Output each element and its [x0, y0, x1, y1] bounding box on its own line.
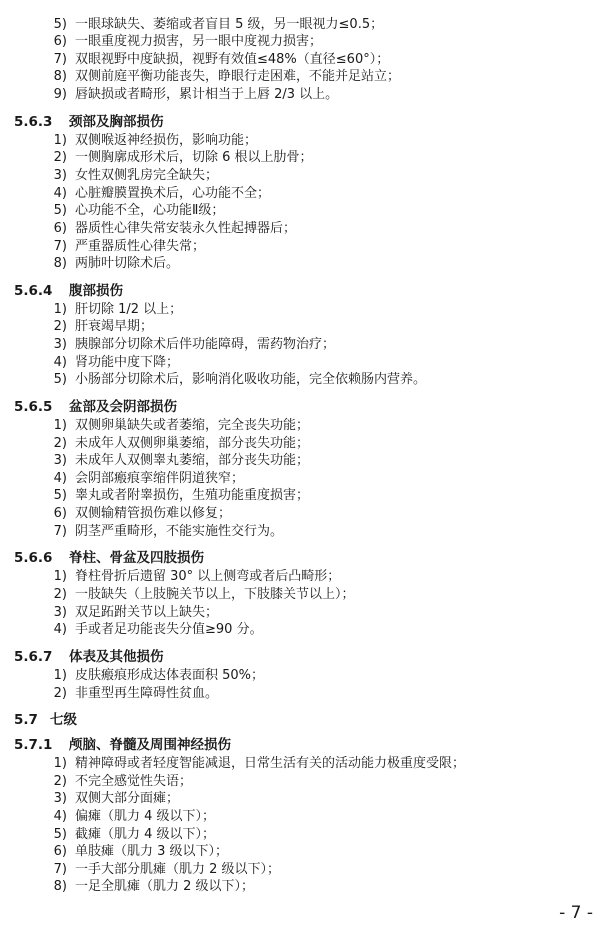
list-item-text: 一眼重度视力损害，另一眼中度视力损害； — [75, 34, 323, 49]
list-item-text: 心脏瓣膜置换术后，心功能不全； — [75, 186, 271, 201]
list-item-number: 5) — [53, 17, 67, 32]
heading-number: 5.7.1 — [14, 737, 53, 753]
list-item-number: 4) — [53, 355, 67, 370]
heading-text: 体表及其他损伤 — [69, 649, 164, 665]
list-item-number: 2) — [53, 319, 67, 334]
list-item-text: 肝衰竭早期； — [75, 319, 154, 334]
list-item-text: 一足全肌瘫（肌力 2 级以下）； — [75, 879, 255, 894]
heading-text: 七级 — [50, 712, 77, 728]
heading-number: 5.6.3 — [14, 114, 53, 130]
heading-text: 盆部及会阴部损伤 — [69, 399, 177, 415]
list-item-text: 肾功能中度下降； — [75, 355, 180, 370]
list-item-number: 8) — [53, 69, 67, 84]
heading-number: 5.6.7 — [14, 649, 53, 665]
page-number: - 7 - — [559, 903, 593, 923]
list-item-text: 唇缺损或者畸形，累计相当于上唇 2/3 以上。 — [75, 87, 339, 102]
heading-text: 腹部损伤 — [69, 283, 123, 299]
list-item-number: 3) — [53, 605, 67, 620]
list-item-text: 脊柱骨折后遗留 30° 以上侧弯或者后凸畸形； — [75, 569, 341, 584]
list-item-number: 5) — [53, 203, 67, 218]
list-item-text: 精神障碍或者轻度智能减退，日常生活有关的活动能力极重度受限； — [75, 756, 466, 771]
list-item — [42, 369, 426, 391]
section-heading — [14, 709, 77, 731]
list-item-text: 未成年人双侧卵巢萎缩，部分丧失功能； — [75, 436, 310, 451]
list-item-number: 4) — [53, 809, 67, 824]
list-item — [42, 876, 254, 898]
heading-text: 颅脑、脊髓及周围神经损伤 — [69, 737, 231, 753]
list-item-number: 2) — [53, 150, 67, 165]
list-item-text: 双侧卵巢缺失或者萎缩，完全丧失功能； — [75, 418, 310, 433]
list-item-text: 单肢瘫（肌力 3 级以下）； — [75, 844, 229, 859]
list-item-number: 2) — [53, 686, 67, 701]
list-item-text: 不完全感觉性失语； — [75, 774, 193, 789]
list-item-text: 严重器质性心律失常； — [75, 239, 206, 254]
list-item-text: 双侧喉返神经损伤，影响功能； — [75, 133, 258, 148]
list-item-number: 9) — [53, 87, 67, 102]
list-item-text: 偏瘫（肌力 4 级以下）； — [75, 809, 216, 824]
list-item-text: 胰腺部分切除术后伴功能障碍，需药物治疗； — [75, 337, 336, 352]
list-item-number: 5) — [53, 488, 67, 503]
list-item-text: 器质性心律失常安装永久性起搏器后； — [75, 221, 297, 236]
list-item-number: 3) — [53, 453, 67, 468]
list-item-number: 6) — [53, 34, 67, 49]
list-item-text: 一眼球缺失、萎缩或者盲目 5 级，另一眼视力≤0.5； — [75, 17, 384, 32]
list-item-number: 7) — [53, 524, 67, 539]
list-item-text: 小肠部分切除术后，影响消化吸收功能，完全依赖肠内营养。 — [75, 372, 427, 387]
heading-text: 脊柱、骨盆及四肢损伤 — [69, 550, 204, 566]
list-item-number: 1) — [53, 668, 67, 683]
heading-number: 5.6.6 — [14, 550, 53, 566]
list-item-number: 1) — [53, 418, 67, 433]
list-item-text: 手或者足功能丧失分值≥90 分。 — [75, 622, 263, 637]
list-item-text: 双眼视野中度缺损，视野有效值≤48%（直径≤60°）； — [75, 52, 390, 67]
list-item-text: 一手大部分肌瘫（肌力 2 级以下）； — [75, 862, 281, 877]
list-item-number: 2) — [53, 774, 67, 789]
heading-number: 5.6.5 — [14, 399, 53, 415]
list-item-number: 1) — [53, 302, 67, 317]
heading-text: 颈部及胸部损伤 — [69, 114, 164, 130]
list-item-number: 4) — [53, 186, 67, 201]
list-item — [42, 683, 218, 705]
list-item-text: 会阴部瘢痕挛缩伴阴道狭窄； — [75, 471, 245, 486]
heading-number: 5.6.4 — [14, 283, 53, 299]
list-item — [42, 84, 338, 106]
list-item-text: 肝切除 1/2 以上； — [75, 302, 183, 317]
list-item-text: 阴茎严重畸形，不能实施性交行为。 — [75, 524, 284, 539]
list-item-number: 6) — [53, 844, 67, 859]
list-item-number: 3) — [53, 791, 67, 806]
list-item-number: 4) — [53, 622, 67, 637]
list-item-number: 1) — [53, 569, 67, 584]
list-item-number: 8) — [53, 256, 67, 271]
list-item-number: 5) — [53, 827, 67, 842]
list-item-number: 5) — [53, 372, 67, 387]
list-item-text: 睾丸或者附睾损伤，生殖功能重度损害； — [75, 488, 310, 503]
list-item — [42, 619, 263, 641]
list-item-number: 6) — [53, 506, 67, 521]
heading-number: 5.7 — [14, 712, 38, 728]
list-item-text: 双足跖跗关节以上缺失； — [75, 605, 219, 620]
list-item-number: 2) — [53, 587, 67, 602]
list-item-number: 1) — [53, 133, 67, 148]
list-item-text: 皮肤瘢痕形成达体表面积 50%； — [75, 668, 265, 683]
list-item-text: 心功能不全，心功能Ⅱ级； — [75, 203, 225, 218]
list-item-number: 3) — [53, 337, 67, 352]
list-item-number: 7) — [53, 862, 67, 877]
list-item-text: 双侧前庭平衡功能丧失，睁眼行走困难，不能并足站立； — [75, 69, 401, 84]
list-item-text: 未成年人双侧睾丸萎缩，部分丧失功能； — [75, 453, 310, 468]
list-item-number: 6) — [53, 221, 67, 236]
list-item-text: 两肺叶切除术后。 — [75, 256, 180, 271]
list-item-text: 双侧输精管损伤难以修复； — [75, 506, 232, 521]
list-item-text: 一肢缺失（上肢腕关节以上，下肢膝关节以上）； — [75, 587, 355, 602]
list-item-text: 女性双侧乳房完全缺失； — [75, 168, 219, 183]
list-item-number: 8) — [53, 879, 67, 894]
list-item-text: 双侧大部分面瘫； — [75, 791, 180, 806]
list-item-number: 3) — [53, 168, 67, 183]
list-item-number: 2) — [53, 436, 67, 451]
list-item — [42, 521, 283, 543]
list-item-number: 4) — [53, 471, 67, 486]
list-item — [42, 253, 179, 275]
list-item-number: 7) — [53, 52, 67, 67]
list-item-text: 截瘫（肌力 4 级以下）； — [75, 827, 216, 842]
list-item-text: 非重型再生障碍性贫血。 — [75, 686, 219, 701]
list-item-number: 1) — [53, 756, 67, 771]
list-item-number: 7) — [53, 239, 67, 254]
list-item-text: 一侧胸廓成形术后，切除 6 根以上肋骨； — [75, 150, 313, 165]
